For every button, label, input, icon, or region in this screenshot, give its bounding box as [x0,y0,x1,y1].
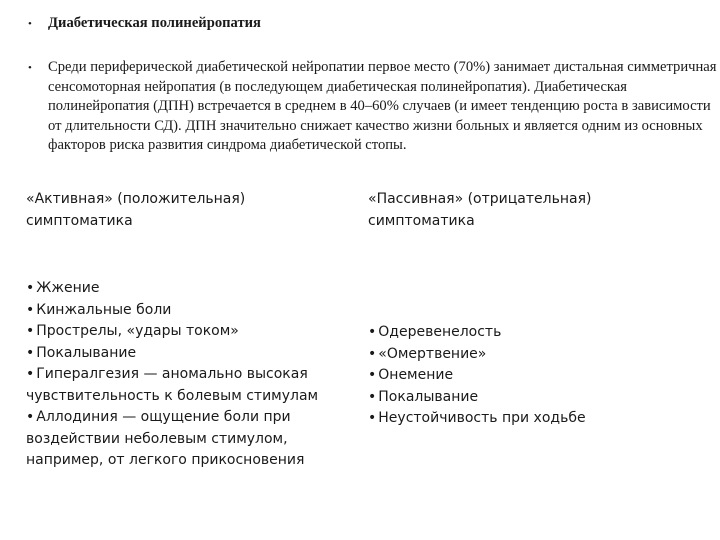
list-item: • Гипералгезия — аномально высокая чувствительность к болевым стимулам [26,366,319,404]
active-symptoms-heading: «Активная» (положительная) симптоматика [26,191,246,229]
active-symptoms-list [26,278,344,472]
list-item: • Кинжальные боли [26,301,172,318]
list-item: • Одеревенелость [368,324,502,340]
bullet-marker: • [28,18,32,30]
list-item: • Неустойчивость при ходьбе [368,410,586,426]
list-item: • «Омертвение» [368,345,487,362]
passive-symptoms-list [368,322,668,430]
list-item: • Покалывание [26,344,137,361]
list-item: • Жжение [26,280,100,296]
list-item: • Аллодиния — ощущение боли при воздействии неболевым стимулом, например, от легкого прикосновения [26,409,305,468]
active-symptoms-column [26,189,344,468]
section-title: Диабетическая полинейропатия [48,15,261,31]
list-item: • Прострелы, «удары током» [26,323,239,339]
intro-paragraph: Среди периферической диабетической нейропатии первое место (70%) занимает дистальная симметричная сенсомоторная нейропатия (в последующем диабетическая полинейропатия). Диабетическая полинейропатия (ДПН) встречается в среднем в 40–60% случаев (и имеет тенденцию роста в зависимости от длительности СД). ДПН значительно снижает качество жизни больных и является одним из основных факторов риска развития синдрома диабетической стопы. [48,59,717,153]
list-item: • Онемение [368,367,454,383]
passive-symptoms-column [368,189,668,426]
passive-symptoms-heading: «Пассивная» (отрицательная) симптоматика [368,191,592,229]
list-item: • Покалывание [368,388,479,405]
bullet-marker: • [28,62,32,74]
